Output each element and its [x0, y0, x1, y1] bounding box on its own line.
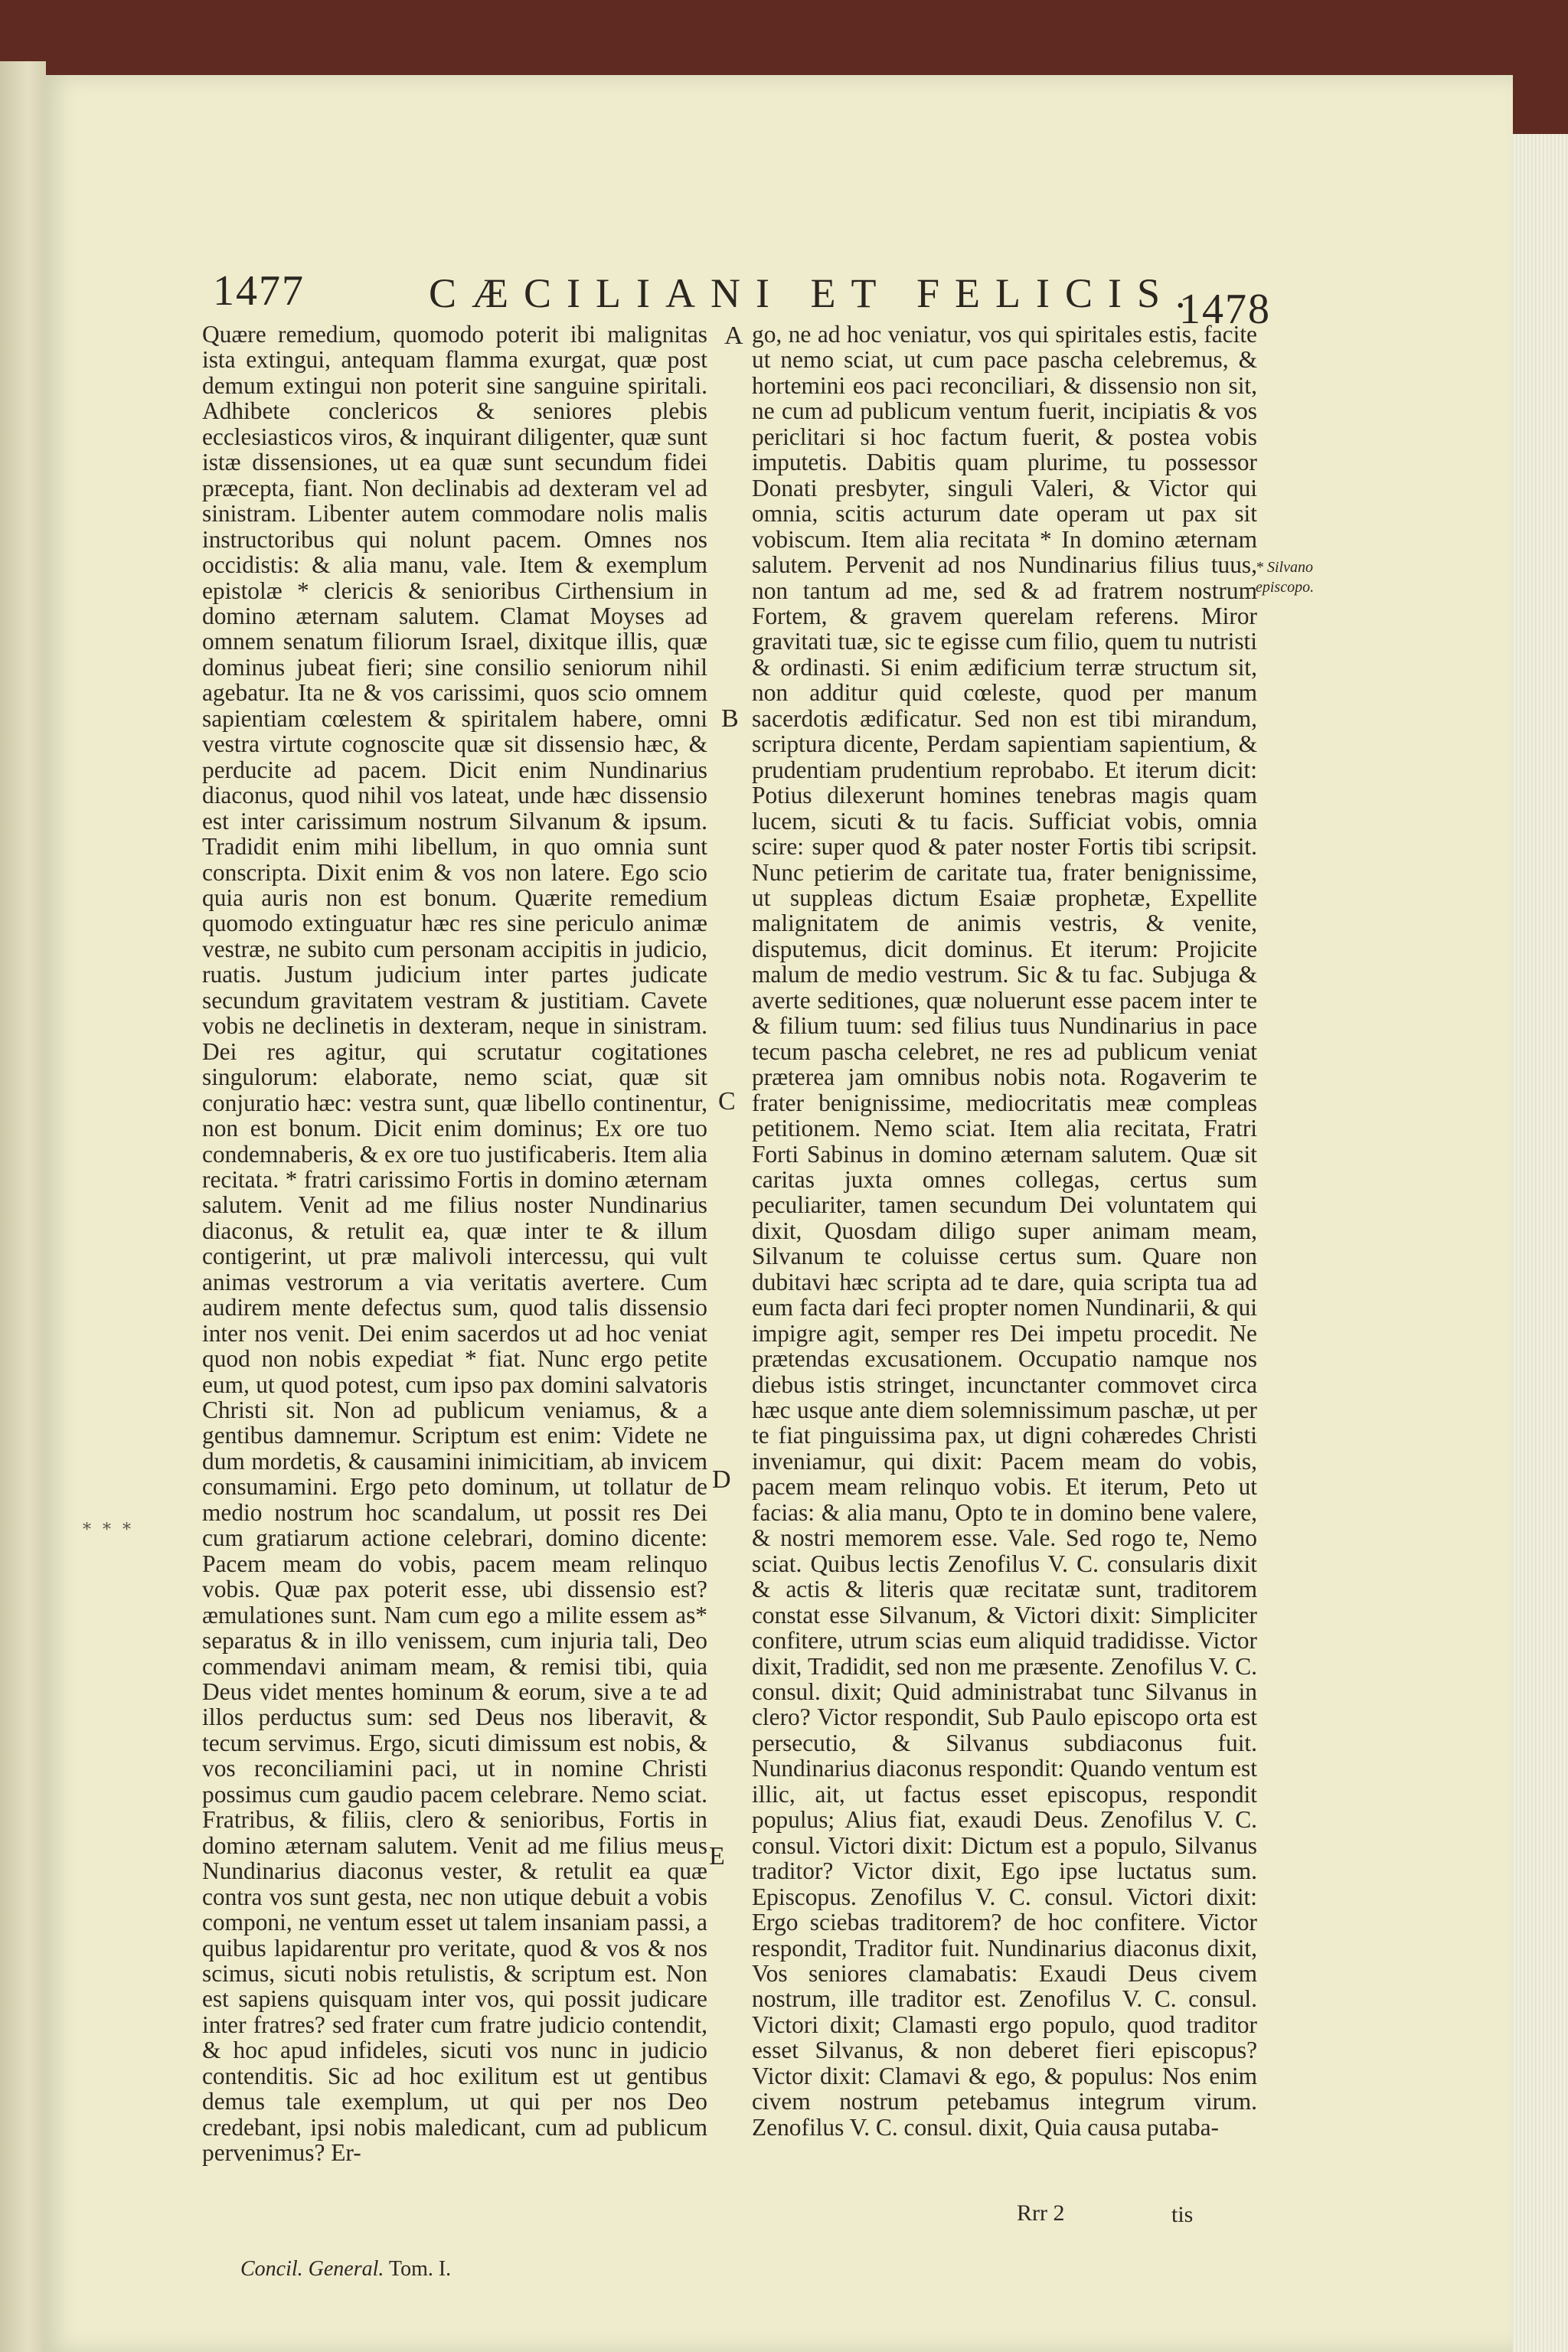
- signature-mark: Rrr 2: [1017, 2200, 1065, 2226]
- footer-volume: [240, 2257, 451, 2282]
- section-marker-d: D: [712, 1465, 731, 1494]
- page-edges: [1513, 134, 1568, 2352]
- running-title: CÆCILIANI ET FELICIS.: [429, 270, 1201, 316]
- left-column: [202, 322, 707, 2166]
- section-marker-e: E: [709, 1842, 725, 1870]
- section-marker-c: C: [718, 1087, 736, 1116]
- margin-asterisks: * * *: [83, 1521, 134, 1540]
- page-number-right: 1478: [1179, 286, 1271, 333]
- margin-note-line-2: episcopo.: [1256, 579, 1315, 596]
- left-column-text: Quære remedium, quomodo poterit ibi malignitas ista extingui, antequam flamma exurgat, quæ post demum extingui non poterit sine sanguine spiritali. Adhibete conclericos & seniores plebis ecclesiasticos viros, & inquirant diligenter, quæ sunt istæ dissensiones, ut ea quæ sunt secundum fidei præcepta, fiant. Non declinabis ad dexteram vel ad sinistram. Libenter autem commodare nolis malis instructoribus qui nolunt pacem. Omnes nos occidistis: & alia manu, vale. Item & exemplum epistolæ * clericis & senioribus Cirthensium in domino æternam salutem. Clamat Moyses ad omnem senatum filiorum Israel, dixitque illis, quæ dominus jubeat fieri; sine consilio seniorum nihil agebatur. Ita ne & vos carissimi, quos scio omnem sapientiam cœlestem & spiritalem habere, omni vestra virtute cognoscite quæ sit dissensio hæc, & perducite ad pacem. Dicit enim Nundinarius diaconus, quod nihil vos lateat, unde hæc dissensio est inter carissimum nostrum Silvanum & ipsum. Tradidit enim mihi libellum, in quo omnia sunt conscripta. Dixit enim & vos non latere. Ego scio quia auris non est bonum. Quærite remedium quomodo extinguatur hæc res sine periculo animæ vestræ, ne subito cum personam accipitis in judicio, ruatis. Justum judicium inter partes judicate secundum gravitatem vestram & justitiam. Cavete vobis ne declinetis in dexteram, neque in sinistram. Dei res agitur, qui scrutatur cogitationes singulorum: elaborate, nemo sciat, quæ sit conjuratio hæc: vestra sunt, quæ libello continentur, non est bonum. Dicit enim dominus; Ex ore tuo condemnaberis, & ex ore tuo justificaberis. Item alia recitata. * fratri carissimo Fortis in domino æternam salutem. Venit ad me filius noster Nundinarius diaconus, & retulit ea, quæ inter te & illum contigerint, ut præ malivoli intercessu, qui vult animas vestrorum a via veritatis avertere. Cum audirem mente defectus sum, quod talis dissensio inter nos venit. Dei enim sacerdos ut ad hoc veniat quod non nobis expediat * fiat. Nunc ergo petite eum, ut quod potest, cum ipso pax domini salvatoris Christi sit. Non ad publicum veniamus, & a gentibus damnemur. Scriptum est enim: Videte ne dum mordetis, & causamini inimicitiam, ab invicem consumamini. Ergo peto dominum, ut tollatur de medio nostrum hoc scandalum, ut possit res Dei cum gratiarum actione celebrari, domino dicente: Pacem meam do vobis, pacem meam relinquo vobis. Quæ pax poterit esse, ubi dissensio est? æmulationes sunt. Nam cum ego a milite essem as* separatus & in illo venissem, cum injuria tali, Deo commendavi animam meam, & remisi tibi, quia Deus videt mentes hominum & eorum, sive a te ad illos perductus sum: sed Deus nos liberavit, & tecum servimus. Ergo, sicuti dimissum est nobis, & vos reconciliamini paci, ut in nomine Christi possimus cum gaudio pacem celebrare. Nemo sciat. Fratribus, & filiis, clero & senioribus, Fortis in domino æternam salutem. Venit ad me filius meus Nundinarius diaconus vester, & retulit ea quæ contra vos sunt gesta, nec non utique debuit a vobis componi, ne ventum esset ut talem insaniam passi, a quibus lapidarentur pro veritate, quod & vos & nos scimus, sicuti nobis retulistis, & scriptum est. Non est sapiens quisquam inter vos, qui possit judicare inter fratres? sed frater cum fratre judicio contendit, & hoc apud infideles, sicuti vos nunc in judicio contenditis. Sic ad hoc exilitum est ut gentibus demus tale exemplum, ut qui per nos Deo credebant, ipsi nobis maledicant, cum ad publicum pervenimus? Er-: [202, 321, 707, 2167]
- margin-note-line-1: * Silvano: [1256, 559, 1313, 576]
- section-marker-b: B: [721, 704, 739, 733]
- catchword: tis: [1171, 2202, 1194, 2227]
- footer-tome: Tom. I.: [388, 2257, 452, 2281]
- right-column-text: go, ne ad hoc veniatur, vos qui spiritales estis, facite ut nemo sciat, ut cum pace pascha celebremus, & hortemini eos paci reconciliari, & dissensio non sit, ne cum ad publicum ventum fuerit, incipiatis & vos periclitari si hoc factum fuerit, & postea vobis imputetis. Dabitis quam plurime, tu possessor Donati presbyter, singuli Valeri, & Victor qui omnia, scitis acturum date operam ut pax sit vobiscum. Item alia recitata * In domino æternam salutem. Pervenit ad nos Nundinarius filius tuus, non tantum ad me, sed & ad fratrem nostrum Fortem, & gravem querelam referens. Miror gravitati tuæ, sic te egisse cum filio, quem tu nutristi & ordinasti. Si enim ædificium terræ structum sit, non additur quid cœleste, quod per manum sacerdotis ædificatur. Sed non est tibi mirandum, scriptura dicente, Perdam sapientiam sapientium, & prudentiam prudentium reprobabo. Et iterum dicit: Potius dilexerunt homines tenebras magis quam lucem, sicuti & tu facis. Sufficiat vobis, omnia scire: super quod & pater noster Fortis tibi scripsit. Nunc petierim de caritate tua, frater benignissime, ut suppleas dictum Esaiæ prophetæ, Expellite malignitatem de animis vestris, & venite, disputemus, dicit dominus. Et iterum: Projicite malum de medio vestrum. Sic & tu fac. Subjuga & averte seditiones, quæ noluerunt esse pacem inter te & filium tuum: sed filius tuus Nundinarius in pace tecum pascha celebret, ne res ad publicum veniat præterea jam omnibus nobis nota. Rogaverim te frater benignissime, mediocritatis meæ compleas petitionem. Nemo sciat. Item alia recitata, Fratri Forti Sabinus in domino æternam salutem. Quæ sit caritas juxta omnes collegas, certus sum peculiariter, tamen secundum Dei voluntatem qui dixit, Quosdam diligo super animam meam, Silvanum te coluisse certus sum. Quare non dubitavi hæc scripta ad te dare, quia scripta tua ad eum facta dari feci propter nomen Nundinarii, & qui impigre agit, semper res Dei impetu procedit. Ne prætendas excusationem. Occupatio namque nos diebus istis stringet, incunctanter commovet circa hæc usque ante diem solemnissimum paschæ, ut per te fiat pinguissima pax, ut digni cohæredes Christi inveniamur, qui dixit: Pacem meam do vobis, pacem meam relinquo vobis. Et iterum, Peto ut facias: & alia manu, Opto te in domino bene valere, & nostri memorem esse. Vale. Sed rogo te, Nemo sciat. Quibus lectis Zenofilus V. C. consularis dixit & actis & literis quæ recitatæ sunt, traditorem constat esse Silvanum, & Victori dixit: Simpliciter confitere, utrum scias eum aliquid tradidisse. Victor dixit, Tradidit, sed non me præsente. Zenofilus V. C. consul. dixit; Quid administrabat tunc Silvanus in clero? Victor respondit, Sub Paulo episcopo orta est persecutio, & Silvanus subdiaconus fuit. Nundinarius diaconus respondit: Quando ventum est illic, ait, ut factus esset episcopus, respondit populus; Alius fiat, exaudi Deus. Zenofilus V. C. consul. Victori dixit: Dictum est a populo, Silvanus traditor? Victor dixit, Ego ipse luctatus sum. Episcopus. Zenofilus V. C. consul. Victori dixit: Ergo sciebas traditorem? de hoc confitere. Victor respondit, Traditor fuit. Nundinarius diaconus dixit, Vos seniores clamabatis: Exaudi Deus civem nostrum, ille traditor est. Zenofilus V. C. consul. Victori dixit; Clamasti ergo populo, quod traditor esset Silvanus, & non deberet fieri episcopus? Victor dixit: Clamavi & ego, & populus: Nos enim civem nostrum petebamus integrum virum. Zenofilus V. C. consul. dixit, Quia causa putaba-: [752, 321, 1257, 2141]
- margin-note: [1256, 557, 1314, 597]
- section-marker-a: A: [724, 322, 743, 350]
- left-page-edge: [0, 61, 46, 2352]
- page-number-left: 1477: [213, 267, 305, 315]
- footer-series: Concil. General.: [240, 2257, 384, 2281]
- right-column: [752, 322, 1257, 2140]
